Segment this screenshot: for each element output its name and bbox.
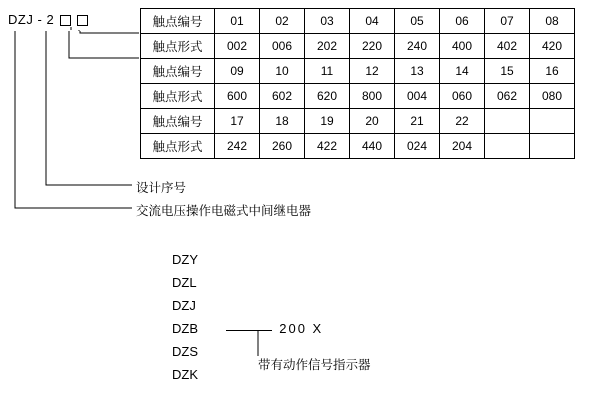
row-header: 触点编号 [141, 109, 215, 134]
table-cell [485, 109, 530, 134]
series-suffix: 200 X [279, 321, 324, 336]
table-row [141, 84, 575, 109]
table-row [141, 134, 575, 159]
table-cell: 602 [260, 84, 305, 109]
series-code: DZK [172, 367, 198, 382]
table-row [141, 59, 575, 84]
table-cell: 004 [395, 84, 440, 109]
table-cell: 16 [530, 59, 575, 84]
series-code: DZJ [172, 298, 196, 313]
contact-table [140, 8, 575, 159]
row-header: 触点形式 [141, 34, 215, 59]
model-code-series-number: 2 [46, 12, 55, 27]
table-row [141, 109, 575, 134]
table-cell: 080 [530, 84, 575, 109]
table-cell: 22 [440, 109, 485, 134]
list-item [172, 317, 323, 340]
table-cell: 20 [350, 109, 395, 134]
table-cell: 11 [305, 59, 350, 84]
table-cell: 242 [215, 134, 260, 159]
table-cell: 01 [215, 9, 260, 34]
table-cell: 400 [440, 34, 485, 59]
series-code: DZY [172, 252, 198, 267]
table-cell: 202 [305, 34, 350, 59]
row-header: 触点编号 [141, 59, 215, 84]
series-code: DZL [172, 275, 197, 290]
table-cell: 02 [260, 9, 305, 34]
list-item [172, 271, 323, 294]
model-code-label [8, 12, 88, 27]
table-cell: 09 [215, 59, 260, 84]
table-row [141, 34, 575, 59]
table-cell: 04 [350, 9, 395, 34]
table-cell: 240 [395, 34, 440, 59]
table-row [141, 9, 575, 34]
table-cell: 06 [440, 9, 485, 34]
annotation-relay-type: 交流电压操作电磁式中间继电器 [136, 204, 312, 218]
table-cell: 060 [440, 84, 485, 109]
table-cell: 024 [395, 134, 440, 159]
list-item [172, 294, 323, 317]
row-header: 触点形式 [141, 84, 215, 109]
table-cell: 260 [260, 134, 305, 159]
contact-table-wrapper [140, 8, 575, 159]
table-cell: 002 [215, 34, 260, 59]
table-cell: 17 [215, 109, 260, 134]
table-cell: 21 [395, 109, 440, 134]
table-cell [485, 134, 530, 159]
table-cell: 062 [485, 84, 530, 109]
model-code-prefix: DZJ [8, 12, 34, 27]
table-cell: 620 [305, 84, 350, 109]
table-cell: 15 [485, 59, 530, 84]
list-item [172, 248, 323, 271]
table-cell: 800 [350, 84, 395, 109]
table-cell: 08 [530, 9, 575, 34]
table-cell: 402 [485, 34, 530, 59]
table-cell: 18 [260, 109, 305, 134]
table-cell: 10 [260, 59, 305, 84]
table-cell [530, 134, 575, 159]
table-cell [530, 109, 575, 134]
table-cell: 422 [305, 134, 350, 159]
model-code-box-1 [60, 15, 71, 26]
table-cell: 006 [260, 34, 305, 59]
row-header: 触点编号 [141, 9, 215, 34]
table-cell: 220 [350, 34, 395, 59]
row-header: 触点形式 [141, 134, 215, 159]
annotation-design-number: 设计序号 [136, 181, 187, 195]
table-cell: 14 [440, 59, 485, 84]
table-cell: 204 [440, 134, 485, 159]
model-code-box-2 [77, 15, 88, 26]
table-cell: 420 [530, 34, 575, 59]
table-cell: 600 [215, 84, 260, 109]
table-cell: 07 [485, 9, 530, 34]
table-cell: 03 [305, 9, 350, 34]
table-cell: 12 [350, 59, 395, 84]
series-code: DZB [172, 321, 198, 336]
series-code: DZS [172, 344, 198, 359]
annotation-indicator: 带有动作信号指示器 [258, 358, 371, 372]
table-cell: 05 [395, 9, 440, 34]
table-cell: 440 [350, 134, 395, 159]
table-cell: 13 [395, 59, 440, 84]
model-code-separator: - [37, 12, 43, 27]
table-cell: 19 [305, 109, 350, 134]
